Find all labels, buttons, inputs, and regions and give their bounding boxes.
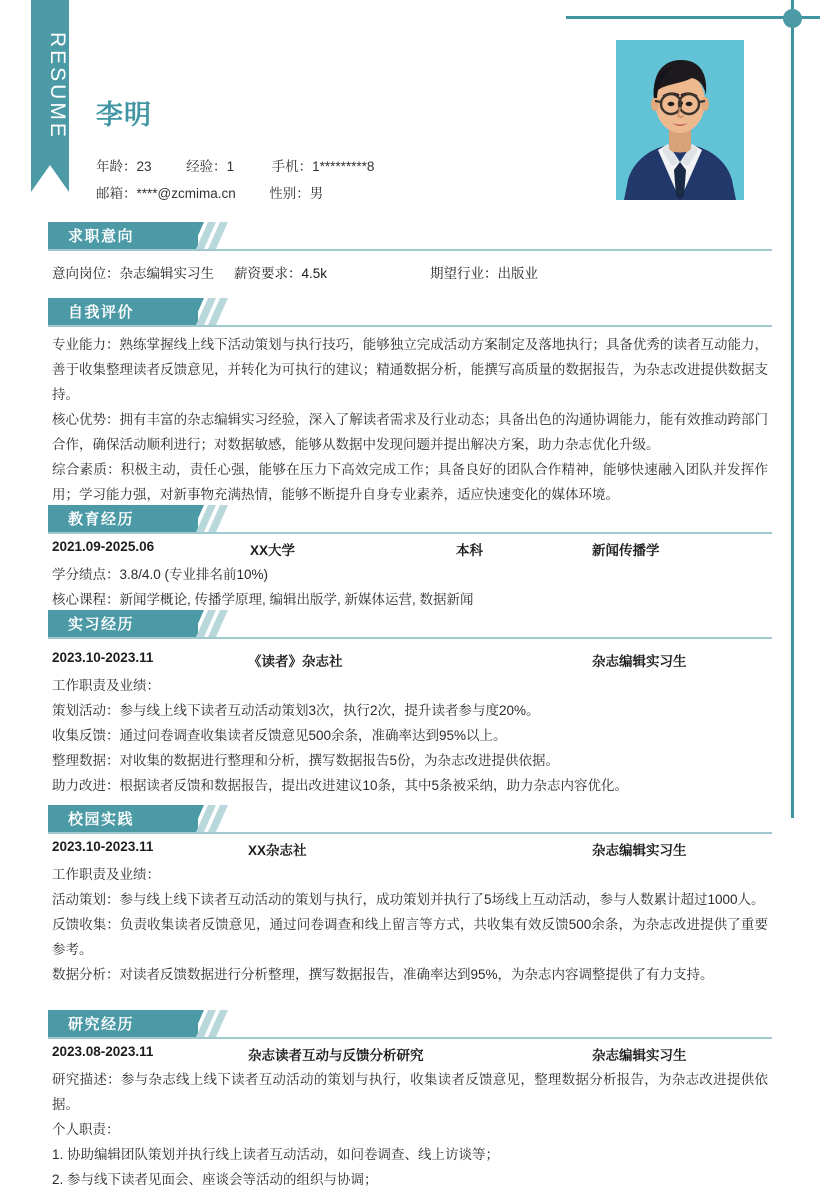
intent-industry-label: 期望行业：: [430, 266, 498, 281]
internship-line: 收集反馈：通过问卷调查收集读者反馈意见500余条，准确率达到95%以上。: [52, 728, 507, 743]
contact-row-secondary: [96, 182, 323, 202]
section-title: 教育经历: [68, 511, 135, 528]
section-slash-decoration: [190, 1010, 246, 1037]
phone-label: 手机：: [271, 159, 313, 174]
section-campus-practice: [48, 805, 772, 832]
research-date: 2023.08-2023.11: [52, 1044, 154, 1059]
section-slash-decoration: [190, 298, 246, 325]
internship-line: 工作职责及业绩：: [52, 678, 160, 693]
intent-position-value: 杂志编辑实习生: [119, 266, 214, 281]
gender-value: 男: [309, 186, 324, 201]
internship-role: 杂志编辑实习生: [592, 654, 687, 669]
education-entry-header: [52, 539, 768, 561]
section-rule: [48, 637, 772, 639]
research-body: [52, 1067, 768, 1192]
intent-position-label: 意向岗位：: [52, 266, 120, 281]
age-field: [96, 155, 152, 175]
education-degree: 本科: [456, 543, 483, 558]
email-field: [96, 182, 236, 202]
internship-line: 策划活动：参与线上线下读者互动活动策划3次，执行2次，提升读者参与度20%。: [52, 703, 540, 718]
research-entry-header: [52, 1044, 768, 1066]
section-slash-decoration: [190, 222, 246, 249]
section-title: 求职意向: [68, 228, 135, 245]
resume-ribbon: [31, 0, 69, 192]
self-eval-paragraph: 核心优势：拥有丰富的杂志编辑实习经验，深入了解读者需求及行业动态；具备出色的沟通协调能力，能有效推动跨部门合作，确保活动顺利进行；对数据敏感，能够从数据中发现问题并提出解决方案，助力杂志优化升级。: [52, 412, 768, 452]
section-header-campus-practice: [48, 805, 772, 832]
campus-date: 2023.10-2023.11: [52, 839, 154, 854]
section-bar: [48, 1010, 198, 1037]
education-line: 核心课程：新闻学概论, 传播学原理, 编辑出版学, 新媒体运营, 数据新闻: [52, 592, 474, 607]
gender-field: [269, 182, 323, 202]
internship-organization: 《读者》杂志社: [248, 654, 343, 669]
age-label: 年龄：: [96, 159, 137, 174]
campus-line: 工作职责及业绩：: [52, 867, 160, 882]
education-line: 学分绩点：3.8/4.0 (专业排名前10%): [52, 567, 269, 582]
section-bar: [48, 222, 198, 249]
research-line: 1. 协助编辑团队策划并执行线上读者互动活动，如问卷调查、线上访谈等；: [52, 1147, 500, 1162]
job-intent-row: [52, 262, 768, 284]
section-rule: [48, 249, 772, 251]
self-eval-paragraph: 综合素质：积极主动，责任心强，能够在压力下高效完成工作；具备良好的团队合作精神，能够快速融入团队并发挥作用；学习能力强，对新事物充满热情，能够不断提升自身专业素养，适应快速变化的媒体环境。: [52, 462, 768, 502]
section-slash-decoration: [190, 610, 246, 637]
gender-label: 性别：: [269, 186, 310, 201]
section-bar: [48, 610, 198, 637]
campus-body: [52, 862, 768, 987]
education-school: XX大学: [250, 543, 296, 558]
section-rule: [48, 832, 772, 834]
experience-field: [186, 155, 234, 175]
contact-row-primary: [96, 155, 374, 175]
section-bar: [48, 505, 198, 532]
internship-date: 2023.10-2023.11: [52, 650, 154, 665]
section-rule: [48, 1037, 772, 1039]
internship-body: [52, 673, 768, 798]
research-topic: 杂志读者互动与反馈分析研究: [248, 1048, 424, 1063]
research-line: 研究描述：参与杂志线上线下读者互动活动的策划与执行，收集读者反馈意见，整理数据分析报告，为杂志改进提供依据。: [52, 1072, 768, 1112]
self-evaluation-body: [52, 332, 768, 507]
right-vertical-line-decoration: [791, 0, 794, 818]
campus-line: 活动策划：参与线上线下读者互动活动的策划与执行，成功策划并执行了5场线上互动活动，参与人数累计超过1000人。: [52, 892, 765, 907]
email-value: ****@zcmima.cn: [136, 186, 236, 201]
section-title: 实习经历: [68, 616, 135, 633]
section-job-intent: [48, 222, 772, 249]
intent-industry-value: 出版业: [497, 266, 538, 281]
education-body: [52, 562, 768, 612]
section-self-evaluation: [48, 298, 772, 325]
age-value: 23: [136, 159, 152, 174]
section-title: 校园实践: [68, 811, 135, 828]
section-header-education: [48, 505, 772, 532]
section-internship: [48, 610, 772, 637]
email-label: 邮箱：: [96, 186, 137, 201]
section-slash-decoration: [190, 805, 246, 832]
phone-value: 1*********8: [312, 159, 375, 174]
section-header-job-intent: [48, 222, 772, 249]
campus-role: 杂志编辑实习生: [592, 843, 687, 858]
intent-salary-label: 薪资要求：: [234, 266, 302, 281]
campus-entry-header: [52, 839, 768, 861]
section-research: [48, 1010, 772, 1037]
section-slash-decoration: [190, 505, 246, 532]
section-bar: [48, 805, 198, 832]
ribbon-arrow-tip: [31, 165, 69, 192]
section-title: 研究经历: [68, 1016, 135, 1033]
internship-line: 整理数据：对收集的数据进行整理和分析，撰写数据报告5份，为杂志改进提供依据。: [52, 753, 560, 768]
self-eval-paragraph: 专业能力：熟练掌握线上线下活动策划与执行技巧，能够独立完成活动方案制定及落地执行；具备优秀的读者互动能力，善于收集整理读者反馈意见，并转化为可执行的建议；精通数据分析，能撰写高质量的数据报告，为杂志改进提供数据支持。: [52, 337, 768, 402]
intent-salary-value: 4.5k: [301, 266, 328, 281]
corner-dot-decoration: [783, 9, 802, 28]
section-rule: [48, 325, 772, 327]
profile-photo: [616, 40, 744, 200]
section-header-research: [48, 1010, 772, 1037]
campus-line: 数据分析：对读者反馈数据进行分析整理，撰写数据报告，准确率达到95%，为杂志内容调整提供了有力支持。: [52, 967, 714, 982]
section-education: [48, 505, 772, 532]
research-line: 个人职责：: [52, 1122, 120, 1137]
education-date: 2021.09-2025.06: [52, 539, 155, 554]
ribbon-label: RESUME: [46, 31, 69, 140]
research-role: 杂志编辑实习生: [592, 1048, 687, 1063]
internship-entry-header: [52, 650, 768, 672]
campus-organization: XX杂志社: [248, 843, 307, 858]
section-header-internship: [48, 610, 772, 637]
experience-label: 经验：: [186, 159, 227, 174]
campus-line: 反馈收集：负责收集读者反馈意见，通过问卷调查和线上留言等方式，共收集有效反馈500余条，为杂志改进提供了重要参考。: [52, 917, 768, 957]
section-bar: [48, 298, 198, 325]
section-rule: [48, 532, 772, 534]
experience-value: 1: [226, 159, 235, 174]
research-line: 2. 参与线下读者见面会、座谈会等活动的组织与协调；: [52, 1172, 378, 1187]
internship-line: 助力改进：根据读者反馈和数据报告，提出改进建议10条，其中5条被采纳，助力杂志内容优化。: [52, 778, 629, 793]
section-header-self-evaluation: [48, 298, 772, 325]
section-title: 自我评价: [68, 304, 135, 321]
top-horizontal-line-decoration: [566, 16, 820, 19]
candidate-name: 李明: [96, 100, 152, 130]
education-major: 新闻传播学: [592, 543, 660, 558]
phone-field: [272, 155, 375, 175]
